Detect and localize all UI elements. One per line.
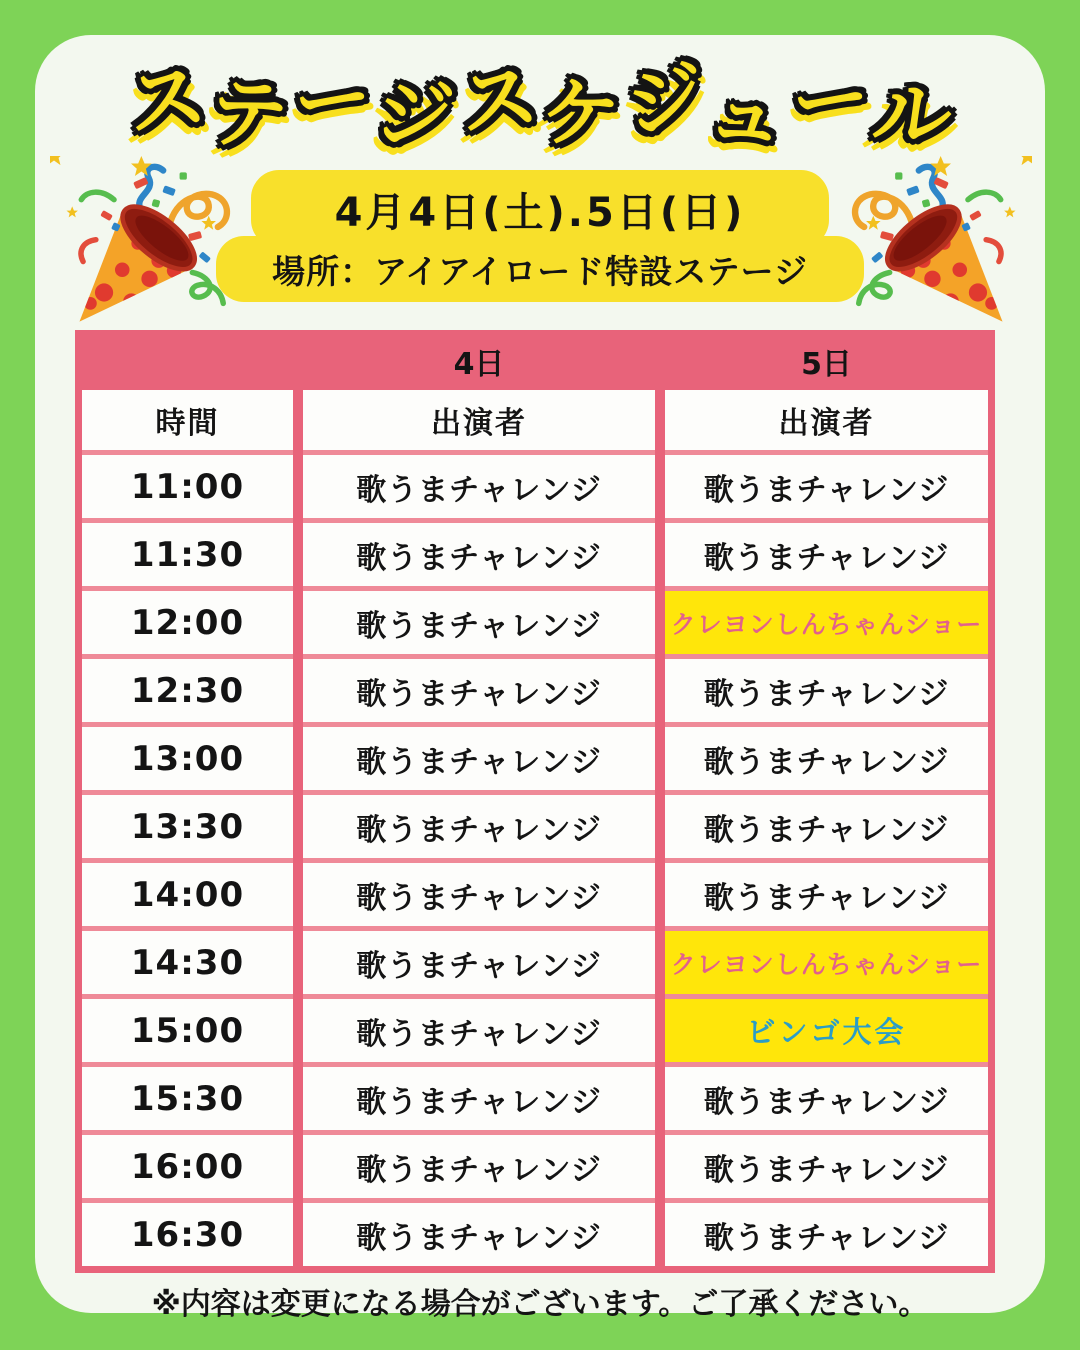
day4-performer-cell: 歌うまチャレンジ xyxy=(303,795,655,858)
event-location-banner: 場所：アイアイロード特設ステージ xyxy=(216,236,864,302)
day4-performer-cell: 歌うまチャレンジ xyxy=(303,1067,655,1130)
day4-performer-cell: 歌うまチャレンジ xyxy=(303,591,655,654)
day5-performer-cell-highlight: ビンゴ大会 xyxy=(665,999,988,1062)
day5-performer-cell: 歌うまチャレンジ xyxy=(665,1067,988,1130)
time-cell: 16:30 xyxy=(82,1203,293,1266)
day5-performer-cell: 歌うまチャレンジ xyxy=(665,863,988,926)
column-header-performer-day5: 出演者 xyxy=(665,390,988,450)
day5-performer-cell: 歌うまチャレンジ xyxy=(665,1135,988,1198)
disclaimer-note: ※内容は変更になる場合がございます。ご了承ください。 xyxy=(151,1287,929,1322)
time-cell: 11:30 xyxy=(82,523,293,586)
day4-performer-cell: 歌うまチャレンジ xyxy=(303,659,655,722)
time-cell: 15:00 xyxy=(82,999,293,1062)
day5-performer-cell: 歌うまチャレンジ xyxy=(665,727,988,790)
day5-performer-cell-highlight: クレヨンしんちゃんショー xyxy=(665,591,988,654)
day5-performer-cell: 歌うまチャレンジ xyxy=(665,455,988,518)
day5-performer-cell: 歌うまチャレンジ xyxy=(665,659,988,722)
day-header-5: 5日 xyxy=(801,347,852,382)
day4-performer-cell: 歌うまチャレンジ xyxy=(303,455,655,518)
event-date-banner: 4月4日(土).5日(日) xyxy=(251,170,829,248)
day5-performer-cell: 歌うまチャレンジ xyxy=(665,523,988,586)
day-header-4: 4日 xyxy=(453,347,505,382)
day5-performer-cell-highlight: クレヨンしんちゃんショー xyxy=(665,931,988,994)
day4-performer-cell: 歌うまチャレンジ xyxy=(303,523,655,586)
event-banner xyxy=(0,170,1080,302)
column-header-time: 時間 xyxy=(82,390,293,450)
day5-performer-cell: 歌うまチャレンジ xyxy=(665,1203,988,1266)
day4-performer-cell: 歌うまチャレンジ xyxy=(303,863,655,926)
time-cell: 14:30 xyxy=(82,931,293,994)
time-cell: 13:30 xyxy=(82,795,293,858)
column-header-performer-day4: 出演者 xyxy=(303,390,655,450)
time-cell: 11:00 xyxy=(82,455,293,518)
day-header-spacer xyxy=(82,337,293,385)
time-cell: 13:00 xyxy=(82,727,293,790)
day4-performer-cell: 歌うまチャレンジ xyxy=(303,727,655,790)
day4-performer-cell: 歌うまチャレンジ xyxy=(303,1135,655,1198)
day4-performer-cell: 歌うまチャレンジ xyxy=(303,999,655,1062)
time-cell: 15:30 xyxy=(82,1067,293,1130)
time-cell: 12:30 xyxy=(82,659,293,722)
day4-performer-cell: 歌うまチャレンジ xyxy=(303,931,655,994)
day4-performer-cell: 歌うまチャレンジ xyxy=(303,1203,655,1266)
time-cell: 16:00 xyxy=(82,1135,293,1198)
schedule-table xyxy=(75,330,995,1273)
time-cell: 12:00 xyxy=(82,591,293,654)
page-title: ステージスケジュール xyxy=(122,51,958,166)
day5-performer-cell: 歌うまチャレンジ xyxy=(665,795,988,858)
time-cell: 14:00 xyxy=(82,863,293,926)
